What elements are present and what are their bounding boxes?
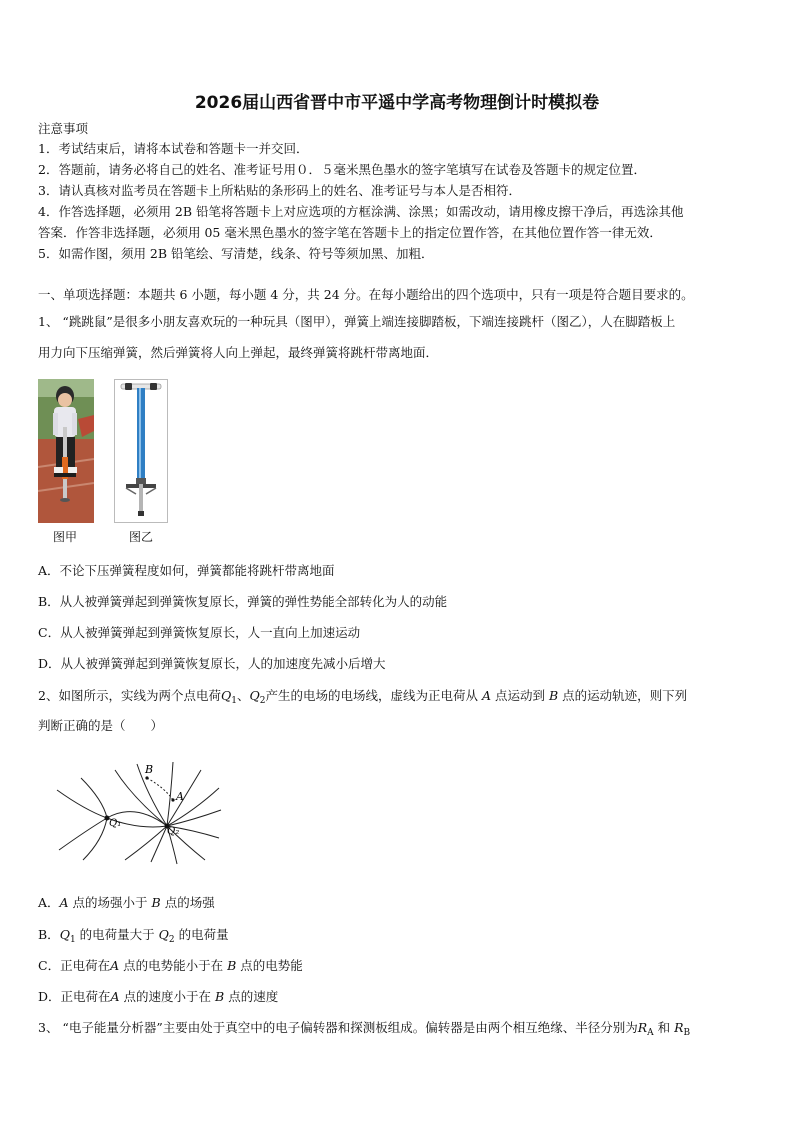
notice-item-4-cont: 答案．作答非选择题，必须用 05 毫米黑色墨水的签字笔在答题卡上的指定位置作答，在其他位置作答一律无效． bbox=[38, 225, 662, 240]
q2-stem-line1: 2、如图所示，实线为两个点电荷$Q_1$、$Q_2$产生的电场的电场线，虚线为正电荷从 A 点运动到 B 点的运动轨迹，则下列 bbox=[38, 688, 688, 706]
q1-option-a: A．不论下压弹簧程度如何，弹簧都能将跳杆带离地面 bbox=[38, 563, 335, 578]
q2-field-line bbox=[115, 770, 167, 826]
q2-option-d: D．正电荷在A 点的速度小于在 B 点的速度 bbox=[38, 989, 279, 1004]
q2-field-line bbox=[151, 826, 167, 862]
notice-item-2: 2．答题前，请务必将自己的姓名、准考证号用０．５毫米黑色墨水的签字笔填写在试卷及答题卡的规定位置． bbox=[38, 162, 646, 177]
q2-option-c: C．正电荷在A 点的电势能小于在 B 点的电势能 bbox=[38, 958, 303, 973]
section-heading: 一、单项选择题：本题共 6 小题，每小题 4 分，共 24 分。在每小题给出的四个选项中，只有一项是符合题目要求的。 bbox=[38, 287, 694, 302]
notice-item-4: 4．作答选择题，必须用 2B 铅笔将答题卡上对应选项的方框涂满、涂黑；如需改动，请用橡皮擦干净后，再选涂其他 bbox=[38, 204, 684, 219]
q2-stem-line2: 判断正确的是（ ） bbox=[38, 718, 164, 733]
figure-b-caption: 图乙 bbox=[129, 530, 154, 544]
q1-option-d: D．从人被弹簧弹起到弹簧恢复原长，人的加速度先减小后增大 bbox=[38, 656, 386, 671]
q3-stem: 3、 “电子能量分析器”主要由处于真空中的电子偏转器和探测板组成。偏转器是由两个相互绝缘、半径分别为$R_A$ 和 $R_B$ bbox=[38, 1020, 691, 1038]
point-a-label: A bbox=[176, 790, 184, 803]
q2-option-b: B．$Q_1$ 的电荷量大于 $Q_2$ 的电荷量 bbox=[38, 927, 229, 945]
field-lines-diagram bbox=[55, 760, 225, 865]
point-b-dot bbox=[145, 776, 148, 779]
q1-field-line bbox=[57, 790, 107, 818]
pogo-stick-figure bbox=[114, 379, 168, 523]
q2-field-line bbox=[167, 788, 219, 826]
point-a-dot bbox=[171, 798, 174, 801]
q1-field-line bbox=[81, 778, 107, 860]
q1-option-c: C．从人被弹簧弹起到弹簧恢复原长，人一直向上加速运动 bbox=[38, 625, 361, 640]
figure-a-caption: 图甲 bbox=[53, 530, 78, 544]
q1-stem-line2: 用力向下压缩弹簧，然后弹簧将人向上弹起，最终弹簧将跳杆带离地面． bbox=[38, 345, 439, 360]
point-b-label: B bbox=[145, 763, 154, 776]
notice-item-5: 5．如需作图，须用 2B 铅笔绘、写清楚，线条、符号等须加黑、加粗． bbox=[38, 246, 434, 261]
q1-stem-line1: 1、 “跳跳鼠”是很多小朋友喜欢玩的一种玩具（图甲），弹簧上端连接脚踏板，下端连接跳杆（图乙），人在脚踏板上 bbox=[38, 314, 676, 329]
notice-item-3: 3．请认真核对监考员在答题卡上所粘贴的条形码上的姓名、准考证号与本人是否相符． bbox=[38, 183, 521, 198]
q1-option-b: B．从人被弹簧弹起到弹簧恢复原长，弹簧的弹性势能全部转化为人的动能 bbox=[38, 594, 448, 609]
q2-label: Q₂ bbox=[167, 826, 180, 837]
notice-item-1: 1．考试结束后，请将本试卷和答题卡一并交回． bbox=[38, 141, 309, 156]
q1-field-line bbox=[59, 818, 107, 850]
q2-field-line bbox=[125, 826, 167, 860]
pogo-child-photo bbox=[38, 379, 94, 523]
q2-field-line bbox=[167, 762, 173, 826]
notice-heading: 注意事项 bbox=[38, 121, 89, 136]
q2-option-a: A．A 点的场强小于 B 点的场强 bbox=[38, 895, 215, 910]
q1-label: Q₁ bbox=[109, 818, 122, 829]
page-title: 2026届山西省晋中市平遥中学高考物理倒计时模拟卷 bbox=[194, 93, 600, 113]
